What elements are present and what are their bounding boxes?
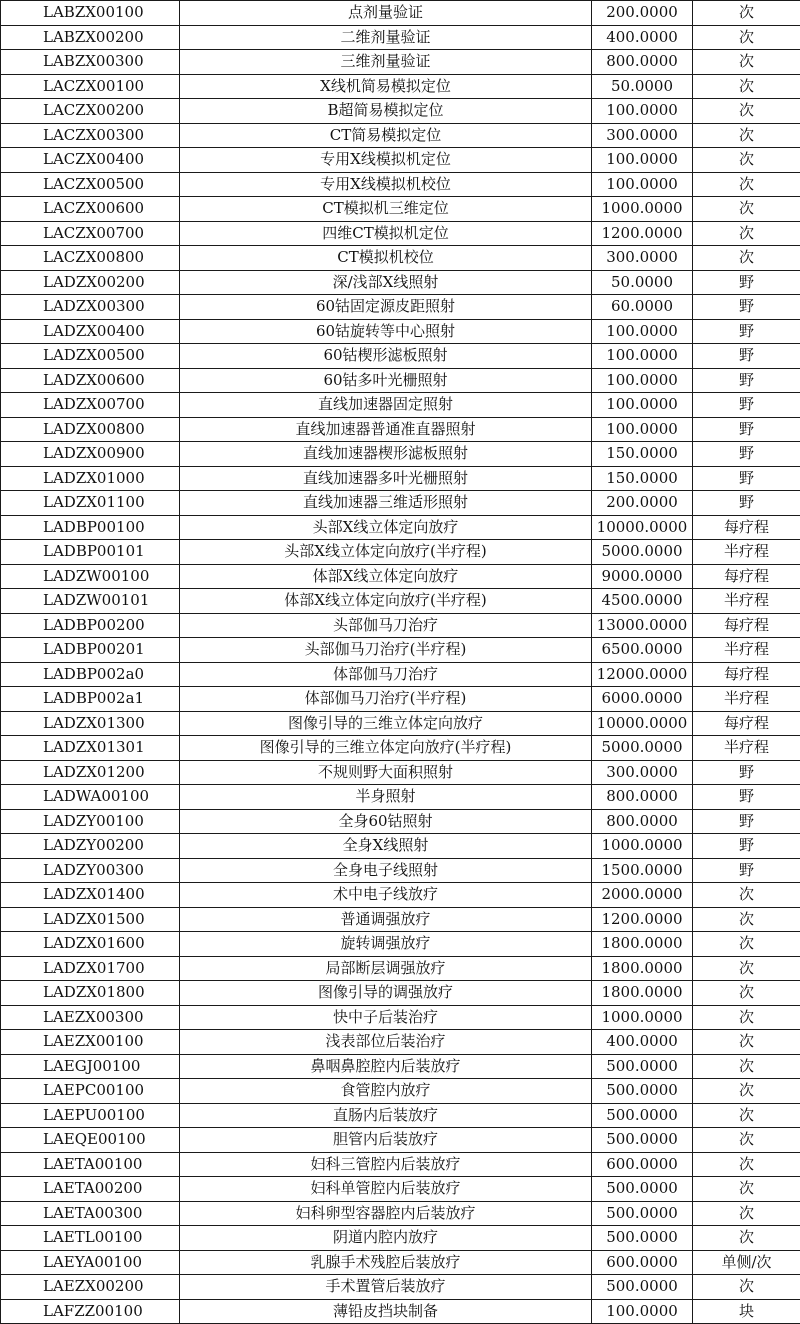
item-name-cell: 术中电子线放疗 bbox=[180, 883, 592, 908]
item-name-cell: 二维剂量验证 bbox=[180, 25, 592, 50]
item-code-cell: LADZX00600 bbox=[1, 368, 180, 393]
item-price-cell: 400.0000 bbox=[592, 1030, 693, 1055]
item-price-cell: 1800.0000 bbox=[592, 981, 693, 1006]
item-price-cell: 1200.0000 bbox=[592, 907, 693, 932]
item-unit-cell: 半疗程 bbox=[693, 736, 800, 761]
item-unit-cell: 每疗程 bbox=[693, 515, 800, 540]
item-price-cell: 500.0000 bbox=[592, 1103, 693, 1128]
item-price-cell: 200.0000 bbox=[592, 1, 693, 26]
item-code-cell: LADZX01400 bbox=[1, 883, 180, 908]
item-price-cell: 500.0000 bbox=[592, 1177, 693, 1202]
item-name-cell: 头部X线立体定向放疗 bbox=[180, 515, 592, 540]
item-code-cell: LADBP002a0 bbox=[1, 662, 180, 687]
item-name-cell: 半身照射 bbox=[180, 785, 592, 810]
table-row bbox=[1, 25, 800, 50]
item-price-cell: 100.0000 bbox=[592, 368, 693, 393]
item-name-cell: 鼻咽鼻腔腔内后装放疗 bbox=[180, 1054, 592, 1079]
item-code-cell: LADZW00101 bbox=[1, 589, 180, 614]
item-price-cell: 500.0000 bbox=[592, 1054, 693, 1079]
item-unit-cell: 次 bbox=[693, 1177, 800, 1202]
item-unit-cell: 次 bbox=[693, 148, 800, 173]
table-row bbox=[1, 99, 800, 124]
item-code-cell: LADZX00300 bbox=[1, 295, 180, 320]
item-unit-cell: 次 bbox=[693, 1005, 800, 1030]
item-name-cell: 全身60钴照射 bbox=[180, 809, 592, 834]
item-unit-cell: 次 bbox=[693, 1054, 800, 1079]
item-price-cell: 60.0000 bbox=[592, 295, 693, 320]
item-name-cell: 乳腺手术残腔后装放疗 bbox=[180, 1250, 592, 1275]
item-unit-cell: 野 bbox=[693, 368, 800, 393]
item-price-cell: 400.0000 bbox=[592, 25, 693, 50]
item-code-cell: LADBP00201 bbox=[1, 638, 180, 663]
item-name-cell: 普通调强放疗 bbox=[180, 907, 592, 932]
table-row bbox=[1, 491, 800, 516]
item-code-cell: LAEGJ00100 bbox=[1, 1054, 180, 1079]
table-row bbox=[1, 1250, 800, 1275]
item-name-cell: 直线加速器普通准直器照射 bbox=[180, 417, 592, 442]
item-unit-cell: 次 bbox=[693, 99, 800, 124]
table-row bbox=[1, 785, 800, 810]
table-row bbox=[1, 1, 800, 26]
item-name-cell: 体部伽马刀治疗 bbox=[180, 662, 592, 687]
item-price-cell: 100.0000 bbox=[592, 417, 693, 442]
item-code-cell: LADZW00100 bbox=[1, 564, 180, 589]
item-name-cell: 点剂量验证 bbox=[180, 1, 592, 26]
item-code-cell: LADZX01500 bbox=[1, 907, 180, 932]
item-name-cell: 60钴固定源皮距照射 bbox=[180, 295, 592, 320]
table-row bbox=[1, 466, 800, 491]
item-unit-cell: 次 bbox=[693, 981, 800, 1006]
item-price-cell: 300.0000 bbox=[592, 760, 693, 785]
item-code-cell: LABZX00300 bbox=[1, 50, 180, 75]
item-price-cell: 500.0000 bbox=[592, 1079, 693, 1104]
item-unit-cell: 次 bbox=[693, 197, 800, 222]
item-unit-cell: 每疗程 bbox=[693, 711, 800, 736]
item-name-cell: CT模拟机三维定位 bbox=[180, 197, 592, 222]
table-row bbox=[1, 1275, 800, 1300]
item-name-cell: 三维剂量验证 bbox=[180, 50, 592, 75]
item-code-cell: LADBP00101 bbox=[1, 540, 180, 565]
item-price-cell: 800.0000 bbox=[592, 785, 693, 810]
item-unit-cell: 野 bbox=[693, 270, 800, 295]
item-price-cell: 2000.0000 bbox=[592, 883, 693, 908]
item-unit-cell: 次 bbox=[693, 50, 800, 75]
table-row bbox=[1, 417, 800, 442]
item-name-cell: 直线加速器楔形滤板照射 bbox=[180, 442, 592, 467]
item-name-cell: 胆管内后装放疗 bbox=[180, 1128, 592, 1153]
table-row bbox=[1, 148, 800, 173]
item-unit-cell: 野 bbox=[693, 491, 800, 516]
item-unit-cell: 每疗程 bbox=[693, 662, 800, 687]
table-row bbox=[1, 393, 800, 418]
table-row bbox=[1, 270, 800, 295]
item-price-cell: 100.0000 bbox=[592, 172, 693, 197]
table-row bbox=[1, 907, 800, 932]
table-row bbox=[1, 344, 800, 369]
item-unit-cell: 每疗程 bbox=[693, 564, 800, 589]
item-name-cell: 深/浅部X线照射 bbox=[180, 270, 592, 295]
table-row bbox=[1, 834, 800, 859]
item-unit-cell: 次 bbox=[693, 932, 800, 957]
item-unit-cell: 半疗程 bbox=[693, 638, 800, 663]
item-unit-cell: 次 bbox=[693, 907, 800, 932]
item-name-cell: 薄铅皮挡块制备 bbox=[180, 1299, 592, 1324]
item-unit-cell: 野 bbox=[693, 760, 800, 785]
item-code-cell: LABZX00100 bbox=[1, 1, 180, 26]
item-price-cell: 800.0000 bbox=[592, 50, 693, 75]
item-unit-cell: 次 bbox=[693, 1152, 800, 1177]
item-price-cell: 5000.0000 bbox=[592, 736, 693, 761]
table-row bbox=[1, 74, 800, 99]
item-name-cell: 食管腔内放疗 bbox=[180, 1079, 592, 1104]
item-code-cell: LAETL00100 bbox=[1, 1226, 180, 1251]
item-code-cell: LADBP00200 bbox=[1, 613, 180, 638]
item-code-cell: LADZX01800 bbox=[1, 981, 180, 1006]
item-unit-cell: 次 bbox=[693, 25, 800, 50]
item-price-cell: 100.0000 bbox=[592, 148, 693, 173]
item-code-cell: LAEZX00300 bbox=[1, 1005, 180, 1030]
item-code-cell: LADBP002a1 bbox=[1, 687, 180, 712]
item-name-cell: 妇科单管腔内后装放疗 bbox=[180, 1177, 592, 1202]
item-price-cell: 500.0000 bbox=[592, 1275, 693, 1300]
item-name-cell: 图像引导的三维立体定向放疗 bbox=[180, 711, 592, 736]
table-row bbox=[1, 956, 800, 981]
item-code-cell: LADZY00100 bbox=[1, 809, 180, 834]
item-unit-cell: 次 bbox=[693, 123, 800, 148]
item-code-cell: LADZX01200 bbox=[1, 760, 180, 785]
item-price-cell: 600.0000 bbox=[592, 1152, 693, 1177]
item-unit-cell: 野 bbox=[693, 466, 800, 491]
item-name-cell: 图像引导的调强放疗 bbox=[180, 981, 592, 1006]
table-row bbox=[1, 515, 800, 540]
item-unit-cell: 次 bbox=[693, 1201, 800, 1226]
table-row bbox=[1, 319, 800, 344]
item-code-cell: LACZX00700 bbox=[1, 221, 180, 246]
table-row bbox=[1, 1128, 800, 1153]
table-row bbox=[1, 221, 800, 246]
item-unit-cell: 次 bbox=[693, 1226, 800, 1251]
item-code-cell: LADZX00500 bbox=[1, 344, 180, 369]
item-code-cell: LADZX00700 bbox=[1, 393, 180, 418]
item-name-cell: 浅表部位后装治疗 bbox=[180, 1030, 592, 1055]
table-row bbox=[1, 981, 800, 1006]
item-code-cell: LAETA00100 bbox=[1, 1152, 180, 1177]
item-price-cell: 10000.0000 bbox=[592, 711, 693, 736]
item-name-cell: 图像引导的三维立体定向放疗(半疗程) bbox=[180, 736, 592, 761]
item-unit-cell: 野 bbox=[693, 858, 800, 883]
item-code-cell: LAEPC00100 bbox=[1, 1079, 180, 1104]
table-row bbox=[1, 760, 800, 785]
item-name-cell: 体部X线立体定向放疗(半疗程) bbox=[180, 589, 592, 614]
item-price-cell: 500.0000 bbox=[592, 1226, 693, 1251]
item-name-cell: B超简易模拟定位 bbox=[180, 99, 592, 124]
item-price-cell: 1800.0000 bbox=[592, 956, 693, 981]
item-price-cell: 9000.0000 bbox=[592, 564, 693, 589]
item-name-cell: 直线加速器固定照射 bbox=[180, 393, 592, 418]
table-row bbox=[1, 1103, 800, 1128]
item-code-cell: LAEZX00200 bbox=[1, 1275, 180, 1300]
item-name-cell: 头部伽马刀治疗 bbox=[180, 613, 592, 638]
item-code-cell: LADZX01100 bbox=[1, 491, 180, 516]
item-unit-cell: 次 bbox=[693, 1079, 800, 1104]
item-price-cell: 6500.0000 bbox=[592, 638, 693, 663]
table-row bbox=[1, 442, 800, 467]
item-code-cell: LAEYA00100 bbox=[1, 1250, 180, 1275]
table-row bbox=[1, 1201, 800, 1226]
item-code-cell: LACZX00500 bbox=[1, 172, 180, 197]
table-row bbox=[1, 687, 800, 712]
item-code-cell: LADWA00100 bbox=[1, 785, 180, 810]
item-price-cell: 100.0000 bbox=[592, 1299, 693, 1324]
item-unit-cell: 次 bbox=[693, 1128, 800, 1153]
item-unit-cell: 次 bbox=[693, 1, 800, 26]
item-code-cell: LADZX01700 bbox=[1, 956, 180, 981]
item-name-cell: 体部伽马刀治疗(半疗程) bbox=[180, 687, 592, 712]
item-name-cell: 直肠内后装放疗 bbox=[180, 1103, 592, 1128]
table-row bbox=[1, 1054, 800, 1079]
item-name-cell: 专用X线模拟机定位 bbox=[180, 148, 592, 173]
item-name-cell: CT简易模拟定位 bbox=[180, 123, 592, 148]
item-code-cell: LAFZZ00100 bbox=[1, 1299, 180, 1324]
item-code-cell: LACZX00100 bbox=[1, 74, 180, 99]
item-unit-cell: 次 bbox=[693, 221, 800, 246]
item-code-cell: LADBP00100 bbox=[1, 515, 180, 540]
item-name-cell: 局部断层调强放疗 bbox=[180, 956, 592, 981]
item-unit-cell: 次 bbox=[693, 1275, 800, 1300]
item-price-cell: 5000.0000 bbox=[592, 540, 693, 565]
item-code-cell: LACZX00600 bbox=[1, 197, 180, 222]
table-row bbox=[1, 589, 800, 614]
item-name-cell: 妇科三管腔内后装放疗 bbox=[180, 1152, 592, 1177]
item-unit-cell: 次 bbox=[693, 956, 800, 981]
item-unit-cell: 每疗程 bbox=[693, 613, 800, 638]
item-name-cell: 60钴楔形滤板照射 bbox=[180, 344, 592, 369]
item-price-cell: 300.0000 bbox=[592, 123, 693, 148]
item-unit-cell: 次 bbox=[693, 74, 800, 99]
item-price-cell: 500.0000 bbox=[592, 1201, 693, 1226]
item-name-cell: 60钴旋转等中心照射 bbox=[180, 319, 592, 344]
item-name-cell: 四维CT模拟机定位 bbox=[180, 221, 592, 246]
item-price-cell: 100.0000 bbox=[592, 99, 693, 124]
item-price-cell: 1000.0000 bbox=[592, 1005, 693, 1030]
item-price-cell: 800.0000 bbox=[592, 809, 693, 834]
item-price-cell: 10000.0000 bbox=[592, 515, 693, 540]
item-name-cell: 阴道内腔内放疗 bbox=[180, 1226, 592, 1251]
item-name-cell: CT模拟机校位 bbox=[180, 246, 592, 271]
item-price-cell: 1500.0000 bbox=[592, 858, 693, 883]
item-name-cell: 全身X线照射 bbox=[180, 834, 592, 859]
item-price-cell: 500.0000 bbox=[592, 1128, 693, 1153]
item-unit-cell: 野 bbox=[693, 417, 800, 442]
table-row bbox=[1, 1299, 800, 1324]
item-name-cell: 手术置管后装放疗 bbox=[180, 1275, 592, 1300]
table-row bbox=[1, 246, 800, 271]
table-row bbox=[1, 932, 800, 957]
item-unit-cell: 次 bbox=[693, 883, 800, 908]
item-code-cell: LACZX00200 bbox=[1, 99, 180, 124]
item-unit-cell: 野 bbox=[693, 319, 800, 344]
item-unit-cell: 次 bbox=[693, 1103, 800, 1128]
item-code-cell: LAEPU00100 bbox=[1, 1103, 180, 1128]
item-price-cell: 150.0000 bbox=[592, 442, 693, 467]
item-code-cell: LACZX00300 bbox=[1, 123, 180, 148]
item-name-cell: 体部X线立体定向放疗 bbox=[180, 564, 592, 589]
item-price-cell: 4500.0000 bbox=[592, 589, 693, 614]
table-row bbox=[1, 858, 800, 883]
item-unit-cell: 块 bbox=[693, 1299, 800, 1324]
item-code-cell: LADZX00200 bbox=[1, 270, 180, 295]
item-price-cell: 100.0000 bbox=[592, 393, 693, 418]
item-price-cell: 200.0000 bbox=[592, 491, 693, 516]
item-price-cell: 50.0000 bbox=[592, 270, 693, 295]
table-row bbox=[1, 540, 800, 565]
table-row bbox=[1, 1005, 800, 1030]
item-unit-cell: 半疗程 bbox=[693, 540, 800, 565]
item-name-cell: 头部X线立体定向放疗(半疗程) bbox=[180, 540, 592, 565]
table-row bbox=[1, 736, 800, 761]
item-code-cell: LAEZX00100 bbox=[1, 1030, 180, 1055]
item-price-cell: 6000.0000 bbox=[592, 687, 693, 712]
item-code-cell: LACZX00400 bbox=[1, 148, 180, 173]
item-price-cell: 1000.0000 bbox=[592, 197, 693, 222]
item-price-cell: 100.0000 bbox=[592, 344, 693, 369]
item-unit-cell: 半疗程 bbox=[693, 589, 800, 614]
item-price-cell: 1800.0000 bbox=[592, 932, 693, 957]
item-price-cell: 1000.0000 bbox=[592, 834, 693, 859]
item-price-cell: 50.0000 bbox=[592, 74, 693, 99]
table-row bbox=[1, 809, 800, 834]
item-code-cell: LAETA00200 bbox=[1, 1177, 180, 1202]
item-name-cell: 不规则野大面积照射 bbox=[180, 760, 592, 785]
table-row bbox=[1, 613, 800, 638]
item-name-cell: 妇科卵型容器腔内后装放疗 bbox=[180, 1201, 592, 1226]
item-price-cell: 12000.0000 bbox=[592, 662, 693, 687]
table-row bbox=[1, 1030, 800, 1055]
item-unit-cell: 野 bbox=[693, 809, 800, 834]
item-code-cell: LADZX00400 bbox=[1, 319, 180, 344]
table-row bbox=[1, 1177, 800, 1202]
item-name-cell: 全身电子线照射 bbox=[180, 858, 592, 883]
item-code-cell: LADZX01000 bbox=[1, 466, 180, 491]
item-name-cell: 直线加速器三维适形照射 bbox=[180, 491, 592, 516]
item-code-cell: LADZX01300 bbox=[1, 711, 180, 736]
item-price-cell: 300.0000 bbox=[592, 246, 693, 271]
item-code-cell: LAEQE00100 bbox=[1, 1128, 180, 1153]
item-code-cell: LACZX00800 bbox=[1, 246, 180, 271]
item-code-cell: LADZY00200 bbox=[1, 834, 180, 859]
item-code-cell: LADZX01600 bbox=[1, 932, 180, 957]
item-unit-cell: 次 bbox=[693, 1030, 800, 1055]
item-code-cell: LADZY00300 bbox=[1, 858, 180, 883]
item-unit-cell: 野 bbox=[693, 785, 800, 810]
table-row bbox=[1, 564, 800, 589]
table-row bbox=[1, 123, 800, 148]
table-body bbox=[1, 1, 800, 1324]
item-name-cell: 60钴多叶光栅照射 bbox=[180, 368, 592, 393]
item-name-cell: 旋转调强放疗 bbox=[180, 932, 592, 957]
item-code-cell: LADZX00800 bbox=[1, 417, 180, 442]
table-row bbox=[1, 638, 800, 663]
item-price-cell: 1200.0000 bbox=[592, 221, 693, 246]
item-unit-cell: 野 bbox=[693, 834, 800, 859]
table-row bbox=[1, 197, 800, 222]
item-price-cell: 150.0000 bbox=[592, 466, 693, 491]
item-unit-cell: 半疗程 bbox=[693, 687, 800, 712]
item-unit-cell: 单侧/次 bbox=[693, 1250, 800, 1275]
item-name-cell: 头部伽马刀治疗(半疗程) bbox=[180, 638, 592, 663]
item-unit-cell: 野 bbox=[693, 295, 800, 320]
item-code-cell: LAETA00300 bbox=[1, 1201, 180, 1226]
table-row bbox=[1, 1226, 800, 1251]
item-price-cell: 100.0000 bbox=[592, 319, 693, 344]
table-row bbox=[1, 295, 800, 320]
item-code-cell: LADZX01301 bbox=[1, 736, 180, 761]
item-name-cell: 专用X线模拟机校位 bbox=[180, 172, 592, 197]
item-unit-cell: 野 bbox=[693, 442, 800, 467]
table-row bbox=[1, 1152, 800, 1177]
item-price-cell: 13000.0000 bbox=[592, 613, 693, 638]
item-price-cell: 600.0000 bbox=[592, 1250, 693, 1275]
item-unit-cell: 野 bbox=[693, 393, 800, 418]
table-row bbox=[1, 883, 800, 908]
table-row bbox=[1, 711, 800, 736]
item-name-cell: 快中子后装治疗 bbox=[180, 1005, 592, 1030]
item-name-cell: 直线加速器多叶光栅照射 bbox=[180, 466, 592, 491]
table-row bbox=[1, 662, 800, 687]
item-code-cell: LABZX00200 bbox=[1, 25, 180, 50]
item-unit-cell: 次 bbox=[693, 172, 800, 197]
table-row bbox=[1, 1079, 800, 1104]
table-row bbox=[1, 368, 800, 393]
item-code-cell: LADZX00900 bbox=[1, 442, 180, 467]
item-unit-cell: 次 bbox=[693, 246, 800, 271]
table-row bbox=[1, 172, 800, 197]
table-row bbox=[1, 50, 800, 75]
item-name-cell: X线机简易模拟定位 bbox=[180, 74, 592, 99]
item-unit-cell: 野 bbox=[693, 344, 800, 369]
